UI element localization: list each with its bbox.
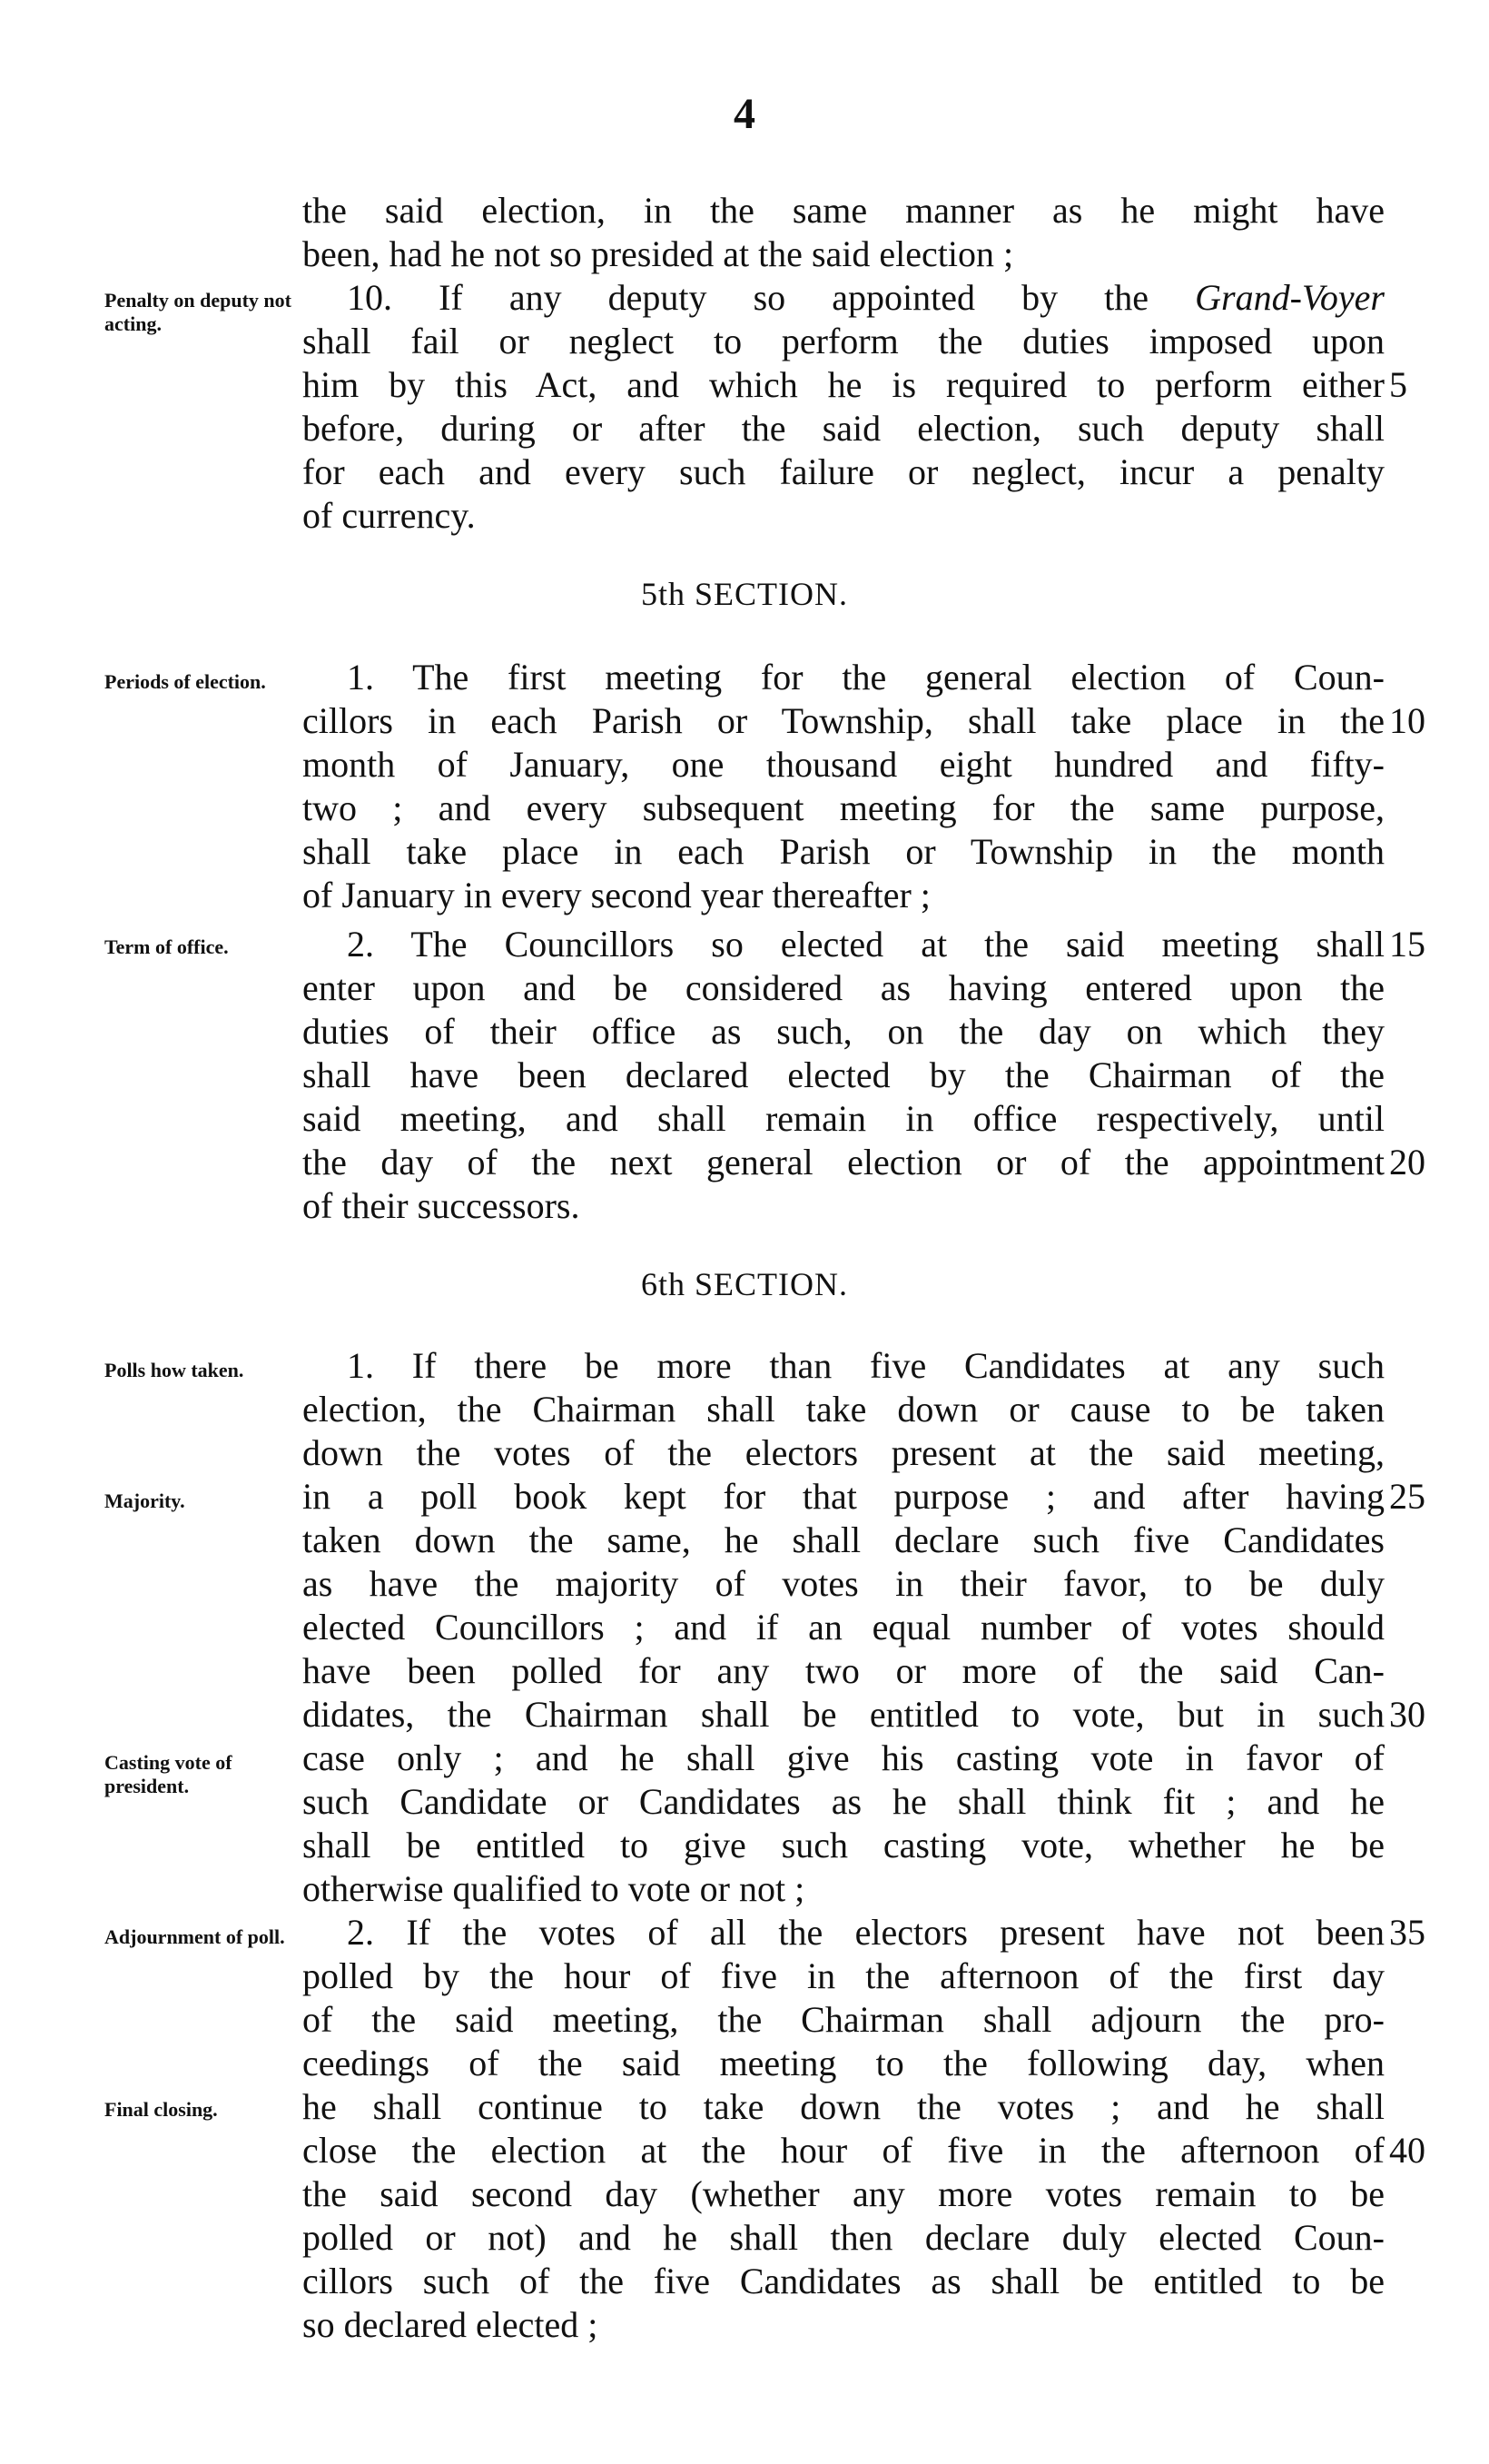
margin-note: Periods of election. xyxy=(104,670,266,693)
margin-note: Penalty on deputy not acting. xyxy=(104,289,291,335)
text-line: for each and every such failure or neglect, incur a penalty xyxy=(302,451,1385,492)
line-number: 35 xyxy=(1389,1912,1425,1953)
text-line: 1. The first meeting for the general election of Coun- xyxy=(347,657,1385,698)
text-line: enter upon and be considered as having entered upon the xyxy=(302,967,1385,1008)
text-line: shall be entitled to give such casting vote, whether he be xyxy=(302,1825,1385,1865)
text-line: so declared elected ; xyxy=(302,2304,598,2345)
text-line: of currency. xyxy=(302,495,476,536)
section-heading: 6th SECTION. xyxy=(641,1266,848,1302)
text-line: didates, the Chairman shall be entitled to vote, but in such xyxy=(302,1694,1385,1735)
text-line: him by this Act, and which he is required to perform either xyxy=(302,364,1385,405)
text-line: such Candidate or Candidates as he shall think fit ; and he xyxy=(302,1781,1385,1822)
text-line: said meeting, and shall remain in office respectively, until xyxy=(302,1098,1385,1139)
margin-note: Polls how taken. xyxy=(104,1359,244,1381)
text-line: elected Councillors ; and if an equal number of votes should xyxy=(302,1607,1385,1648)
text-line: ceedings of the said meeting to the following day, when xyxy=(302,2043,1385,2083)
line-number: 30 xyxy=(1389,1694,1425,1735)
margin-note: Term of office. xyxy=(104,935,229,958)
text-line: down the votes of the electors present at the said meeting, xyxy=(302,1432,1385,1473)
text-line: duties of their office as such, on the day on which they xyxy=(302,1011,1385,1052)
text-line: of their successors. xyxy=(302,1185,580,1226)
line-number: 25 xyxy=(1389,1476,1425,1517)
margin-note: Majority. xyxy=(104,1489,185,1512)
line-number: 40 xyxy=(1389,2130,1425,2171)
margin-note: Final closing. xyxy=(104,2098,218,2121)
text-line: month of January, one thousand eight hundred and fifty- xyxy=(302,744,1385,785)
emphasis-text: Grand-Voyer xyxy=(1195,277,1385,318)
text-line: been, had he not so presided at the said election ; xyxy=(302,233,1014,274)
text-line: have been polled for any two or more of the said Can- xyxy=(302,1650,1385,1691)
text-line: shall fail or neglect to perform the duties imposed upon xyxy=(302,321,1385,361)
text-line: 1. If there be more than five Candidates at any such xyxy=(347,1345,1385,1386)
text-line: shall have been declared elected by the Chairman of the xyxy=(302,1054,1385,1095)
text-line: polled or not) and he shall then declare duly elected Coun- xyxy=(302,2217,1385,2258)
margin-note: Adjournment of poll. xyxy=(104,1925,285,1948)
text-line: the said second day (whether any more votes remain to be xyxy=(302,2173,1385,2214)
text-line: as have the majority of votes in their favor, to be duly xyxy=(302,1563,1385,1604)
line-number: 20 xyxy=(1389,1142,1425,1183)
text-line: taken down the same, he shall declare such five Candidates xyxy=(302,1519,1385,1560)
text-line: before, during or after the said election, such deputy shall xyxy=(302,408,1385,449)
text-line: case only ; and he shall give his casting vote in favor of xyxy=(302,1737,1385,1778)
text-line: cillors such of the five Candidates as shall be entitled to be xyxy=(302,2261,1385,2301)
text-line: otherwise qualified to vote or not ; xyxy=(302,1868,805,1909)
text-line: the said election, in the same manner as he might have xyxy=(302,190,1385,231)
text-line: of January in every second year thereafter ; xyxy=(302,875,931,915)
line-number: 5 xyxy=(1389,364,1407,405)
text-line: of the said meeting, the Chairman shall adjourn the pro- xyxy=(302,1999,1385,2040)
text-line: 10. If any deputy so appointed by the Grand-Voyer xyxy=(347,277,1385,318)
page-number: 4 xyxy=(734,90,755,138)
line-number: 15 xyxy=(1389,924,1425,965)
text-line: polled by the hour of five in the afternoon of the first day xyxy=(302,1955,1385,1996)
text-line: close the election at the hour of five in the afternoon of xyxy=(302,2130,1385,2171)
text-line: shall take place in each Parish or Township in the month xyxy=(302,831,1385,872)
text-line: election, the Chairman shall take down or cause to be taken xyxy=(302,1389,1385,1430)
text-line: cillors in each Parish or Township, shall take place in the xyxy=(302,700,1385,741)
text-line: 2. The Councillors so elected at the said meeting shall xyxy=(347,924,1385,965)
line-number: 10 xyxy=(1389,700,1425,741)
margin-note: Casting vote of president. xyxy=(104,1751,232,1797)
text-line: the day of the next general election or of the appointment xyxy=(302,1142,1385,1183)
text-line: in a poll book kept for that purpose ; and after having xyxy=(302,1476,1385,1517)
text-line: 2. If the votes of all the electors present have not been xyxy=(347,1912,1385,1953)
section-heading: 5th SECTION. xyxy=(641,576,848,612)
text-line: he shall continue to take down the votes ; and he shall xyxy=(302,2086,1385,2127)
text-line: two ; and every subsequent meeting for the same purpose, xyxy=(302,787,1385,828)
